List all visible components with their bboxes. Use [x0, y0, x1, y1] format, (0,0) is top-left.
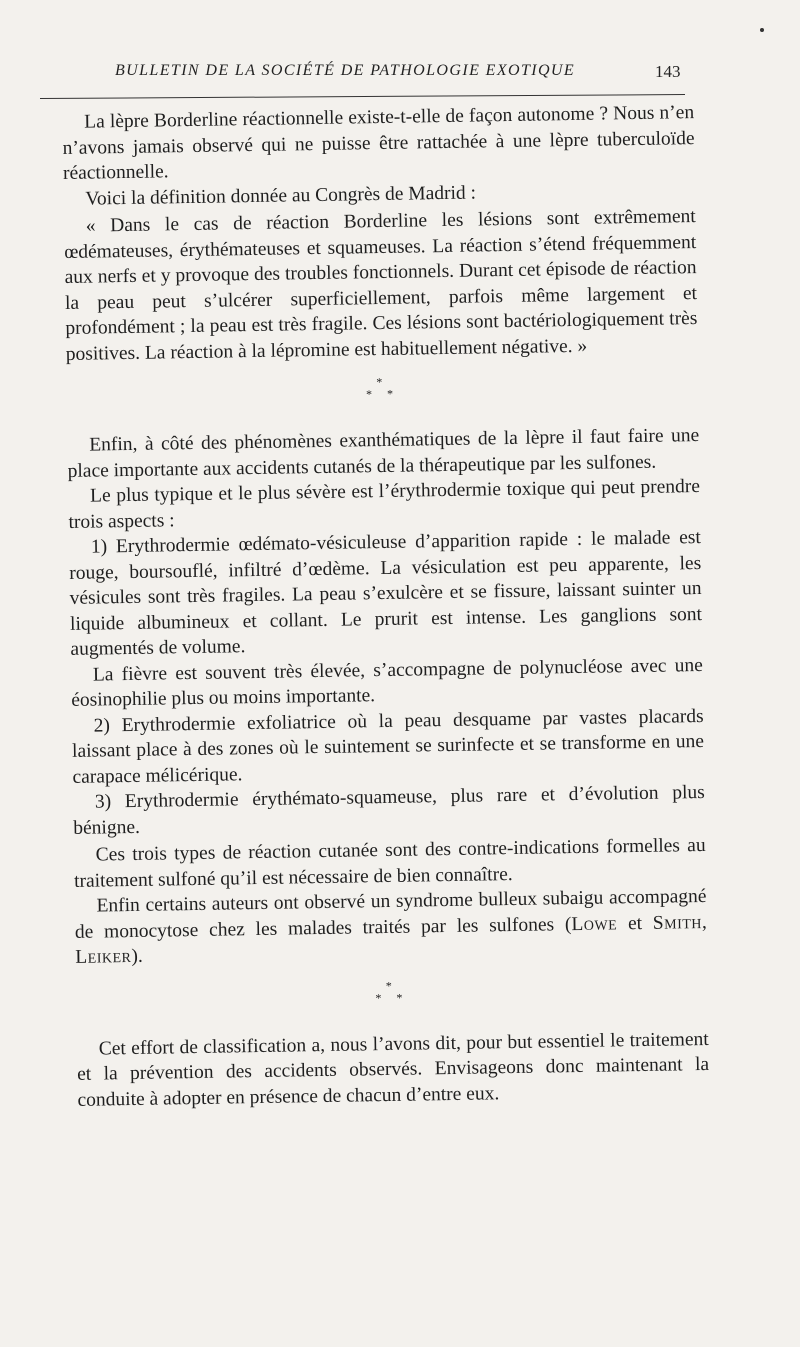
bullous-text: Enfin certains auteurs ont observé un syndrome bulleux subaigu accompagné de monocytose chez les malades traités par les sulfones (	[74, 885, 707, 943]
separator-stars-bottom: * *	[365, 386, 400, 402]
author-separator: ,	[701, 911, 707, 933]
author-lowe: Lowe	[571, 912, 618, 935]
paragraph-sulfone-accidents: Enfin, à côté des phénomènes exanthématiques de la lèpre il faut faire une place importante aux accidents cutanés de la thérapeutique par les sulfones.	[67, 425, 700, 482]
section-separator-2	[76, 974, 708, 1008]
section-separator	[66, 371, 698, 405]
author-leiker: Leiker	[75, 946, 132, 968]
page-number: 143	[655, 62, 681, 81]
header-rule	[40, 94, 685, 99]
paragraph-aspect-1: 1) Erythrodermie œdémato-vésiculeuse d’apparition rapide : le malade est rouge, boursouflé, infiltré d’œdème. La vésiculation est peu apparente, les vésicules sont très fragiles. La peau s’exulcère et se fissure, laissant suinter un liquide albumineux et collant. Le prurit est intense. Les ganglions sont augmentés de volume.	[69, 527, 703, 660]
paragraph-bullous-syndrome	[74, 884, 707, 970]
separator-star-top-2: *	[385, 978, 398, 993]
citation-end: ).	[131, 945, 143, 968]
paragraph-aspect-3: 3) Erythrodermie érythémato-squameuse, plus rare et d’évolution plus bénigne.	[73, 781, 705, 839]
paragraph-borderline-question: La lèpre Borderline réactionnelle existe-t-elle de façon autonome ? Nous n’en n’avons jamais observé qui ne puisse être rattachée à une lèpre tuberculoïde réactionnelle.	[62, 102, 695, 184]
paragraph-madrid-intro: Voici la définition donnée au Congrès de Madrid :	[85, 182, 477, 210]
body-text	[62, 100, 710, 1113]
paragraph-classification-conclusion: Cet effort de classification a, nous l’avons dit, pour but essentiel le traitement et la prévention des accidents observés. Envisageons donc maintenant la conduite à adopter en présence de chacun d’entre eux.	[76, 1028, 710, 1111]
separator-star-top: *	[376, 374, 389, 390]
paragraph-aspect-2: 2) Erythrodermie exfoliatrice où la peau desquame par vastes placards laissant place à des zones où le suintement se surinfecte et se transforme en une carapace mélicérique.	[71, 705, 705, 788]
running-title: BULLETIN DE LA SOCIÉTÉ DE PATHOLOGIE EXOTIQUE	[115, 62, 576, 79]
paragraph-madrid-definition: « Dans le cas de réaction Borderline les lésions sont extrêmement œdémateuses, érythémateuses et squameuses. La réaction s’étend fréquemment aux nerfs et y provoque des troubles fonctionnels. Durant cet épisode de réaction la peau peut s’ulcérer superficiellement, parfois même largement et profondément ; la peau est très fragile. Ces lésions sont bactériologiquement très positives. La réaction à la lépromine est habituellement négative. »	[64, 206, 698, 365]
author-and: et	[617, 912, 654, 934]
paragraph-contraindications: Ces trois types de réaction cutanée sont des contre-indications formelles au traitement sulfoné qu’il est nécessaire de bien connaître.	[73, 834, 706, 892]
paragraph-toxic-erythroderma: Le plus typique et le plus sévère est l’érythrodermie toxique qui peut prendre trois aspects :	[68, 476, 701, 533]
paragraph-fever: La fièvre est souvent très élevée, s’accompagne de polynucléose avec une éosinophilie plus ou moins importante.	[71, 654, 703, 711]
author-smith: Smith	[652, 911, 703, 934]
separator-stars-bottom-2: * *	[375, 990, 409, 1005]
ink-dot	[760, 28, 764, 32]
